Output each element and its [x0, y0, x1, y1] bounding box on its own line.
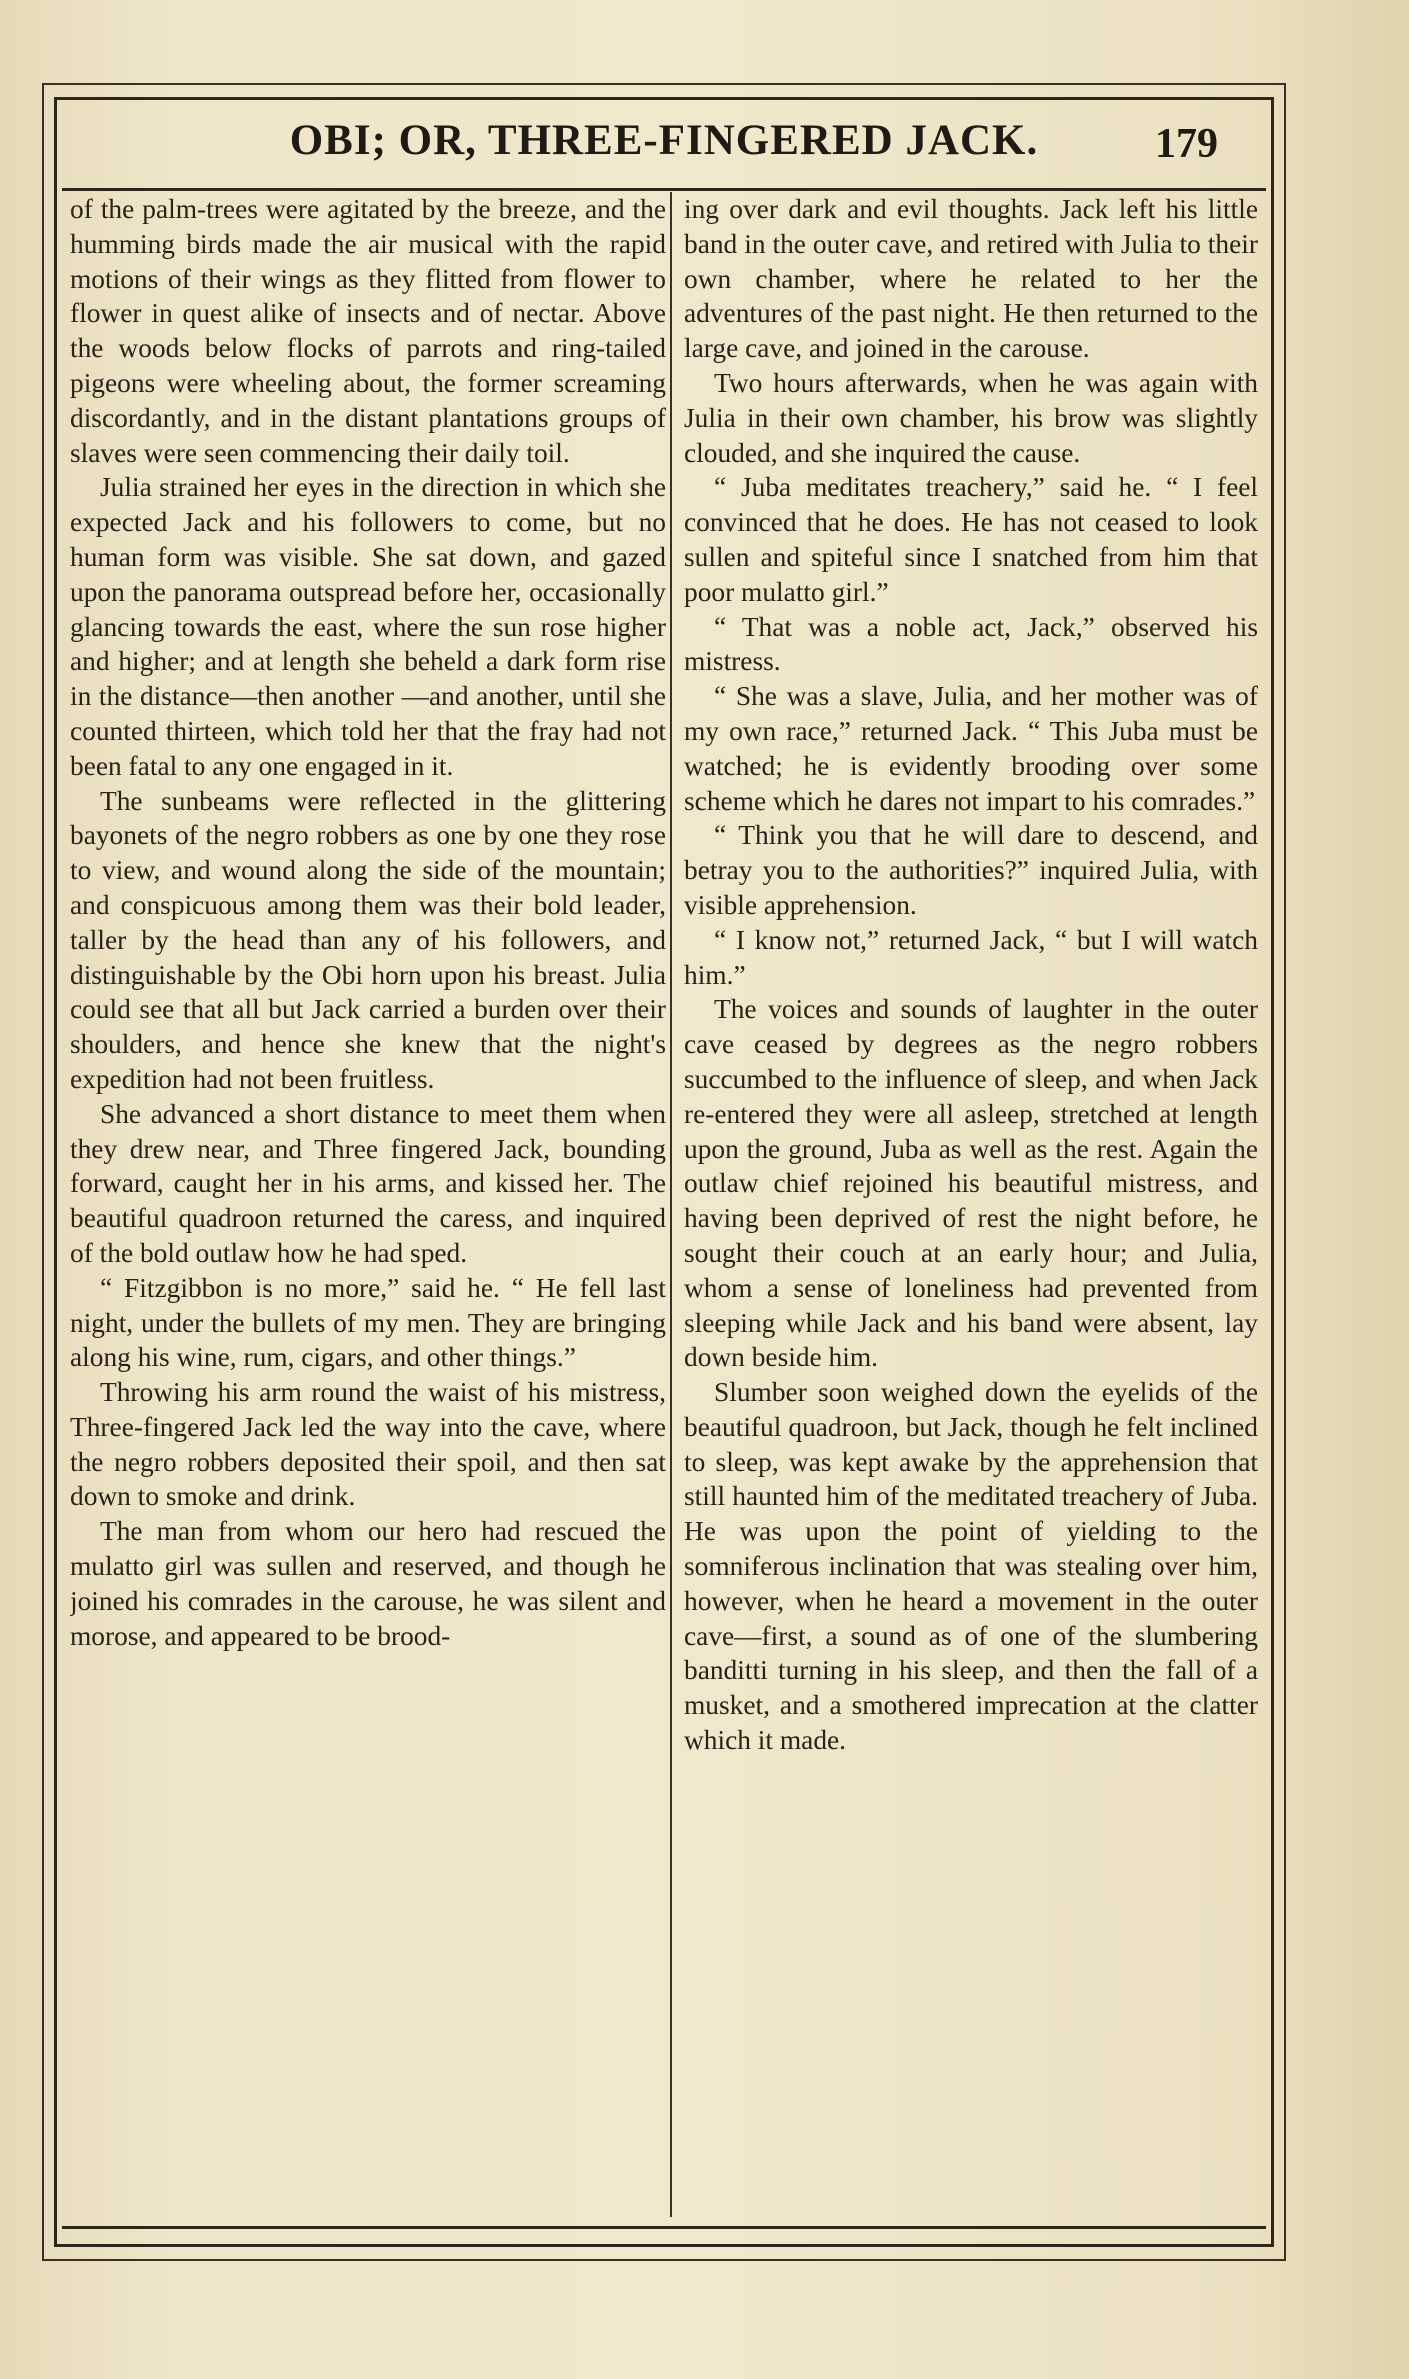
paragraph: “ I know not,” returned Jack, “ but I will watch him.”	[684, 924, 1258, 990]
paragraph: Julia strained her eyes in the direction in which she expected Jack and his followers to come, but no human form was visible. She sat down, and gazed upon the panorama outspread before her, occasionally glancing towards the east, where the sun rose higher and higher; and at length she beheld a dark form rise in the distance—then another —and another, until she counted thirteen, which told her that the fray had not been fatal to any one engaged in it.	[70, 472, 666, 781]
paragraph: The voices and sounds of laughter in the outer cave ceased by degrees as the negro robbers succumbed to the influence of sleep, and when Jack re-entered they were all asleep, stretched at length upon the ground, Juba as well as the rest. Again the outlaw chief rejoined his beautiful mistress, and having been deprived of rest the night before, he sought their couch at an early hour; and Julia, whom a sense of loneliness had prevented from sleeping while Jack and his band were absent, lay down beside him.	[684, 994, 1258, 1373]
left-column	[70, 192, 666, 2222]
paragraph: She advanced a short distance to meet them when they drew near, and Three fingered Jack, bounding forward, caught her in his arms, and kissed her. The beautiful quadroon returned the caress, and inquired of the bold outlaw how he had sped.	[70, 1098, 666, 1268]
paragraph: “ Juba meditates treachery,” said he. “ I feel convinced that he does. He has not ceased to look sullen and spiteful since I snatched from him that poor mulatto girl.”	[684, 472, 1258, 607]
paragraph: ing over dark and evil thoughts. Jack left his little band in the outer cave, and retired with Julia to their own chamber, where he related to her the adventures of the past night. He then returned to the large cave, and joined in the carouse.	[684, 194, 1258, 364]
running-title: OBI; OR, THREE-FINGERED JACK.	[289, 117, 1039, 164]
paragraph: The man from whom our hero had rescued the mulatto girl was sullen and reserved, and though he joined his comrades in the carouse, he was silent and morose, and appeared to be brood-	[70, 1516, 666, 1651]
paragraph: Two hours afterwards, when he was again with Julia in their own chamber, his brow was slightly clouded, and she inquired the cause.	[684, 367, 1258, 468]
paragraph: “ She was a slave, Julia, and her mother was of my own race,” returned Jack. “ This Juba must be watched; he is evidently brooding over some scheme which he dares not impart to his comrades.”	[684, 681, 1258, 816]
page-header	[62, 110, 1266, 180]
column-divider	[670, 192, 672, 2217]
paragraph: The sunbeams were reflected in the glittering bayonets of the negro robbers as one by one they rose to view, and wound along the side of the mountain; and conspicuous among them was their bold leader, taller by the head than any of his followers, and distinguishable by the Obi horn upon his breast. Julia could see that all but Jack carried a burden over their shoulders, and hence she knew that the night's expedition had not been fruitless.	[70, 785, 666, 1094]
paragraph: “ That was a noble act, Jack,” observed his mistress.	[684, 611, 1258, 677]
paragraph: Throwing his arm round the waist of his mistress, Three-fingered Jack led the way into the cave, where the negro robbers deposited their spoil, and then sat down to smoke and drink.	[70, 1377, 666, 1512]
page-number: 179	[1155, 121, 1218, 167]
footer-rule	[62, 2226, 1266, 2229]
paragraph: “ Think you that he will dare to descend, and betray you to the authorities?” inquired Julia, with visible apprehension.	[684, 820, 1258, 920]
right-column	[684, 192, 1258, 2222]
paragraph: Slumber soon weighed down the eyelids of the beautiful quadroon, but Jack, though he felt inclined to sleep, was kept awake by the apprehension that still haunted him of the meditated treachery of Juba. He was upon the point of yielding to the somniferous inclination that was stealing over him, however, when he heard a movement in the outer cave—first, a sound as of one of the slumbering banditti turning in his sleep, and then the fall of a musket, and a smothered imprecation at the clatter which it made.	[684, 1377, 1258, 1756]
paragraph: “ Fitzgibbon is no more,” said he. “ He fell last night, under the bullets of my men. They are bringing along his wine, rum, cigars, and other things.”	[70, 1272, 666, 1373]
paragraph: of the palm-trees were agitated by the breeze, and the humming birds made the air musical with the rapid motions of their wings as they flitted from flower to flower in quest alike of insects and of nectar. Above the woods below flocks of parrots and ring-tailed pigeons were wheeling about, the former screaming discordantly, and in the distant plantations groups of slaves were seen commencing their daily toil.	[70, 194, 666, 468]
header-rule	[62, 188, 1266, 191]
